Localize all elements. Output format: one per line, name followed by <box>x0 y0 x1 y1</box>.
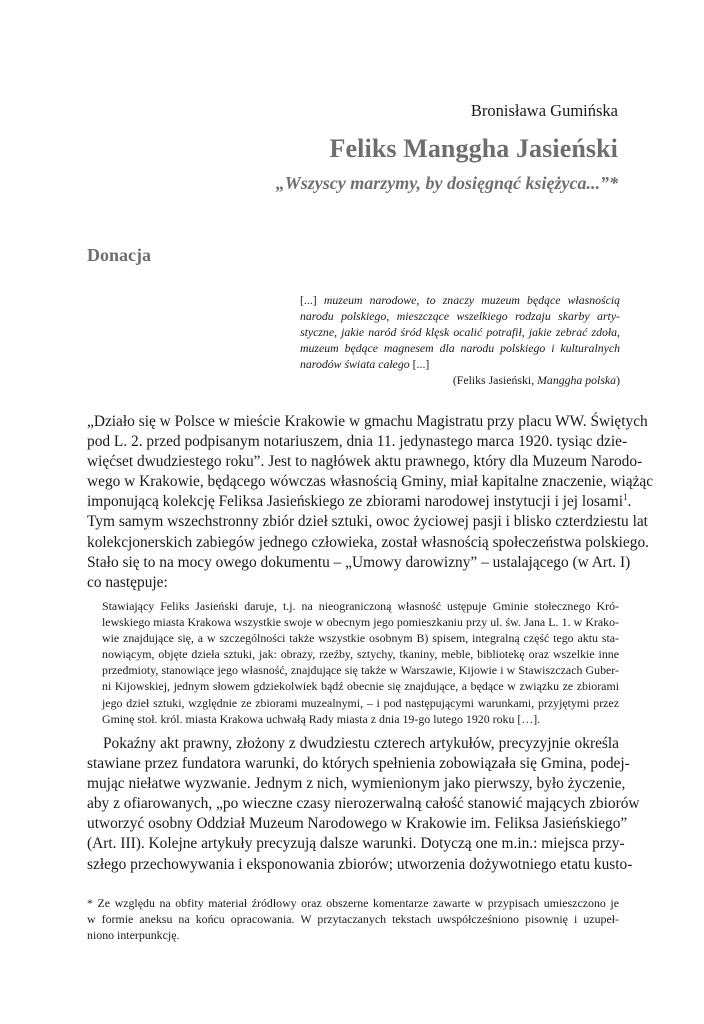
epigraph-line <box>300 356 620 372</box>
quote-line: Stawiający Feliks Jasieński daruje, t.j. na nieograniczoną własność ustępuje Gminie stołecznego Kró- <box>102 599 619 613</box>
quote-line: ni Kijowskiej, jednym słowem gdziekolwiek bądź obecnie się znajdujące, a będące w związku ze zbiorami <box>102 679 619 694</box>
epigraph-line <box>300 308 620 324</box>
paragraph-line: mując niełatwe wyzwanie. Jednym z nich, wymienionym jako pierwszy, było życzenie, <box>87 775 626 793</box>
epigraph-source <box>300 372 620 388</box>
paragraph-line: Tym samym wszechstronny zbiór dzieł sztuki, owoc życiowej pasji i blisko czterdziestu lat <box>87 513 648 531</box>
footnote-reference[interactable]: 1 <box>622 492 628 503</box>
epigraph-source-title: Manggha polska <box>537 373 617 387</box>
epigraph-text: styczne, jakie naród śród klęsk ocalić potrafił, jakie zebrać zdoła, <box>300 325 620 339</box>
paragraph-2 <box>87 734 640 875</box>
footnote-line: niono interpunkcję. <box>87 928 180 943</box>
epigraph-text: narodu polskiego, mieszczące wszelkiego rodzaju skarby arty- <box>300 309 620 323</box>
paragraph-line: Stało się to na mocy owego dokumentu – „Umowy darowizny” – ustalającego (w Art. I) <box>87 553 631 571</box>
paragraph-line: (Art. III). Kolejne artykuły precyzują dalsze warunki. Dotyczą one m.in.: miejsca przy- <box>87 835 625 853</box>
paragraph-line: co następuje: <box>87 573 168 591</box>
epigraph-line <box>300 292 620 308</box>
paragraph-line-text: imponującą kolekcję Feliksa Jasieńskiego ze zbiorami narodowej instytucji i jej losami <box>87 493 623 511</box>
paragraph-line: Pokaźny akt prawny, złożony z dwudziestu czterech artykułów, precyzyjnie określa <box>103 735 619 752</box>
paragraph-line: aby z ofiarowanych, „po wieczne czasy nierozerwalną całość stanowić mających zbiorów <box>87 795 640 813</box>
quote-line: lewskiego miasta Krakowa wszystkie swoje w obecnym jego pomieszkaniu przy ul. św. Jana L. 1. w Krako- <box>102 615 619 630</box>
quote-line: nowiącym, objęte dzieła sztuki, jak: obrazy, rzeźby, sztychy, tkaniny, meble, bibliotekę oraz wszelkie inne <box>102 647 619 662</box>
paragraph-line: „Działo się w Polsce w mieście Krakowie w gmachu Magistratu przy placu WW. Świętych <box>87 413 648 430</box>
epigraph-open-bracket: [...] <box>300 293 324 307</box>
paragraph-line: wego w Krakowie, będącego wówczas własnością Gminy, miał kapitalne znaczenie, wiążąc <box>87 473 654 491</box>
paragraph-line: więćset dwudziestego roku”. Jest to nagłówek aktu prawnego, który dla Muzeum Narodo- <box>87 453 643 471</box>
epigraph-source-prefix: (Feliks Jasieński, <box>452 373 538 387</box>
footnote-line: w formie aneksu na końcu opracowania. W przytaczanych tekstach uwspółcześniono pisownię i uzupeł- <box>87 912 619 927</box>
epigraph <box>300 292 620 388</box>
paragraph-line: utworzyć osobny Oddział Muzeum Narodowego w Krakowie im. Feliksa Jasieńskiego” <box>87 815 628 833</box>
paragraph-line-tail: . <box>627 493 632 511</box>
paragraph-1 <box>87 412 654 593</box>
paragraph-line: kolekcjonerskich zabiegów jednego człowieka, został własnością społeczeństwa polskiego. <box>87 533 649 551</box>
footnote-line: * Ze względu na obfity materiał źródłowy oraz obszerne komentarze zawarte w przypisach umieszczono je <box>87 896 619 910</box>
epigraph-close-bracket: [...] <box>409 357 430 371</box>
quote-line: jego dzieł sztuki, względnie ze zbiorami muzealnymi, – i pod następującymi warunkami, przyjętymi przez <box>102 695 619 710</box>
article-title: Feliks Manggha Jasieński <box>329 134 618 163</box>
epigraph-source-suffix: ) <box>616 373 620 387</box>
quote-line: Gminę stoł. król. miasta Krakowa uchwałą Rady miasta z dnia 19-go lutego 1920 roku […]. <box>102 711 541 726</box>
paragraph-line <box>87 492 632 512</box>
quote-line: wie znajdujące się, a w szczególności także wszystkie osobnym B) spisem, integralną część tego aktu sta- <box>102 631 619 646</box>
block-quote <box>102 598 619 727</box>
author-name: Bronisława Gumińska <box>470 101 618 120</box>
paragraph-line: szłego przechowywania i eksponowania zbiorów; utworzenia dożywotniego etatu kusto- <box>87 855 633 873</box>
paragraph-line: stawiane przez fundatora warunki, do których spełnienia zobowiązała się Gmina, podej- <box>87 755 630 773</box>
quote-line: przedmioty, stanowiące jego własność, znajdujące się także w Warszawie, Kijowie i w Stawiszczach Guber- <box>102 663 619 678</box>
epigraph-line <box>300 340 620 356</box>
epigraph-text: muzeum narodowe, to znaczy muzeum będące własnością <box>323 293 621 307</box>
paragraph-line: pod L. 2. przed podpisanym notariuszem, dnia 11. jedynastego marca 1920. tysiąc dzie- <box>87 433 628 451</box>
article-subtitle: „Wszyscy marzymy, by dosięgnąć księżyca...”* <box>275 173 618 193</box>
epigraph-text: narodów świata całego <box>300 357 410 371</box>
section-heading: Donacja <box>87 245 151 265</box>
footnote <box>87 895 619 944</box>
epigraph-text: muzeum będące magnesem dla narodu polskiego i kulturalnych <box>300 341 620 355</box>
epigraph-line <box>300 324 620 340</box>
